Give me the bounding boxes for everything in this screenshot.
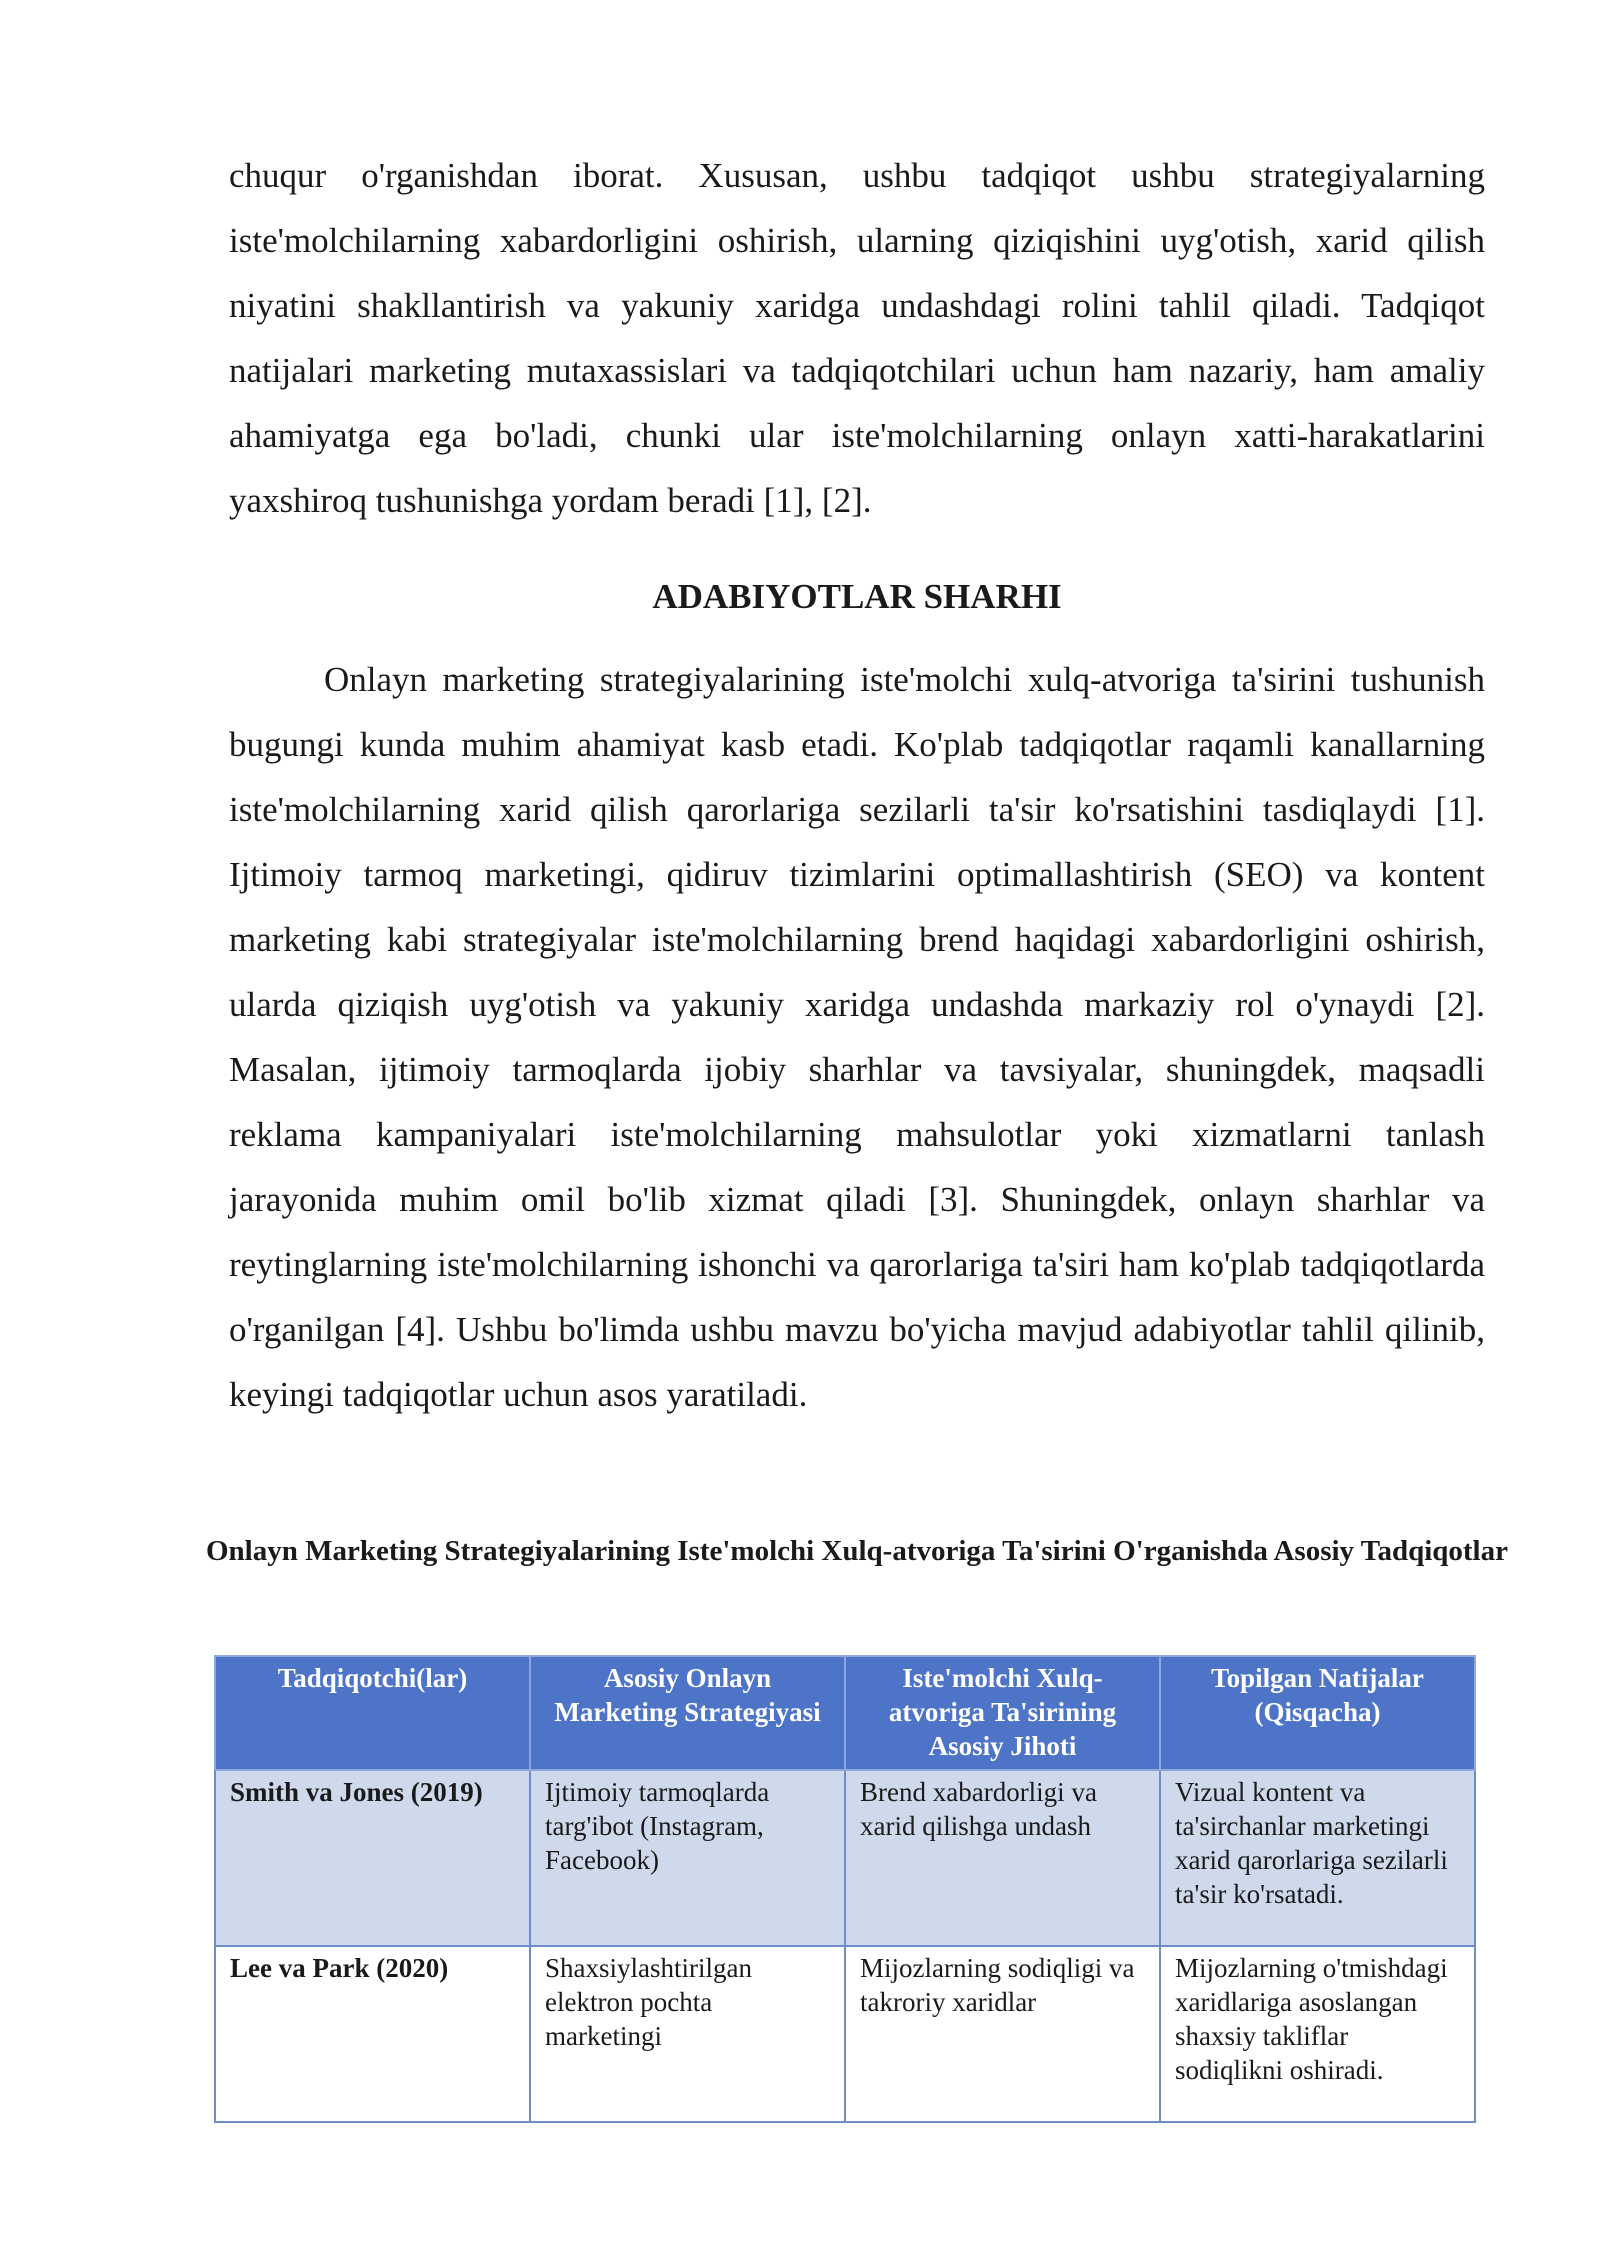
body-paragraph-intro: chuqur o'rganishdan iborat. Xususan, ushbu tadqiqot ushbu strategiyalarning iste'molchilarning xabardorligini oshirish, ularning qiziqishini uyg'otish, xarid qilish niyatini shakllantirish va yakuniy xaridga undashdagi rolini tahlil qiladi. Tadqiqot natijalari marketing mutaxassislari va tadqiqotchilari uchun ham nazariy, ham amaliy ahamiyatga ega bo'ladi, chunki ular iste'molchilarning onlayn xatti-harakatlarini yaxshiroq tushunishga yordam beradi [1], [2]. <box>229 156 1485 520</box>
cell-aspect: Brend xabardorligi va xarid qilishga undash <box>845 1770 1160 1946</box>
cell-findings: Mijozlarning o'tmishdagi xaridlariga asoslangan shaxsiy takliflar sodiqlikni oshiradi. <box>1160 1946 1475 2122</box>
column-header-researchers: Tadqiqotchi(lar) <box>215 1656 530 1770</box>
cell-strategy: Shaxsiylashtirilgan elektron pochta marketingi <box>530 1946 845 2122</box>
cell-strategy: Ijtimoiy tarmoqlarda targ'ibot (Instagram, Facebook) <box>530 1770 845 1946</box>
column-header-aspect: Iste'molchi Xulq-atvoriga Ta'sirining Asosiy Jihoti <box>845 1656 1160 1770</box>
table-row <box>215 1946 1475 2122</box>
table-caption: Onlayn Marketing Strategiyalarining Iste'molchi Xulq-atvoriga Ta'sirini O'rganishda Asosiy Tadqiqotlar <box>206 1535 1508 1567</box>
research-table <box>214 1655 1476 2123</box>
cell-researcher: Smith va Jones (2019) <box>215 1770 530 1946</box>
cell-researcher: Lee va Park (2020) <box>215 1946 530 2122</box>
column-header-findings: Topilgan Natijalar (Qisqacha) <box>1160 1656 1475 1770</box>
section-heading: ADABIYOTLAR SHARHI <box>652 577 1062 616</box>
body-paragraph-literature-review: Onlayn marketing strategiyalarining iste'molchi xulq-atvoriga ta'sirini tushunish bugungi kunda muhim ahamiyat kasb etadi. Ko'plab tadqiqotlar raqamli kanallarning iste'molchilarning xarid qilish qarorlariga sezilarli ta'sir ko'rsatishini tasdiqlaydi [1]. Ijtimoiy tarmoq marketingi, qidiruv tizimlarini optimallashtirish (SEO) va kontent marketing kabi strategiyalar iste'molchilarning brend haqidagi xabardorligini oshirish, ularda qiziqish uyg'otish va yakuniy xaridga undashda markaziy rol o'ynaydi [2]. Masalan, ijtimoiy tarmoqlarda ijobiy sharhlar va tavsiyalar, shuningdek, maqsadli reklama kampaniyalari iste'molchilarning mahsulotlar yoki xizmatlarni tanlash jarayonida muhim omil bo'lib xizmat qiladi [3]. Shuningdek, onlayn sharhlar va reytinglarning iste'molchilarning ishonchi va qarorlariga ta'siri ham ko'plab tadqiqotlarda o'rganilgan [4]. Ushbu bo'limda ushbu mavzu bo'yicha mavjud adabiyotlar tahlil qilinib, keyingi tadqiqotlar uchun asos yaratiladi. <box>229 660 1485 1414</box>
cell-aspect: Mijozlarning sodiqligi va takroriy xaridlar <box>845 1946 1160 2122</box>
table-header-row <box>215 1656 1475 1770</box>
table-row <box>215 1770 1475 1946</box>
cell-findings: Vizual kontent va ta'sirchanlar marketingi xarid qarorlariga sezilarli ta'sir ko'rsatadi. <box>1160 1770 1475 1946</box>
column-header-strategy: Asosiy Onlayn Marketing Strategiyasi <box>530 1656 845 1770</box>
